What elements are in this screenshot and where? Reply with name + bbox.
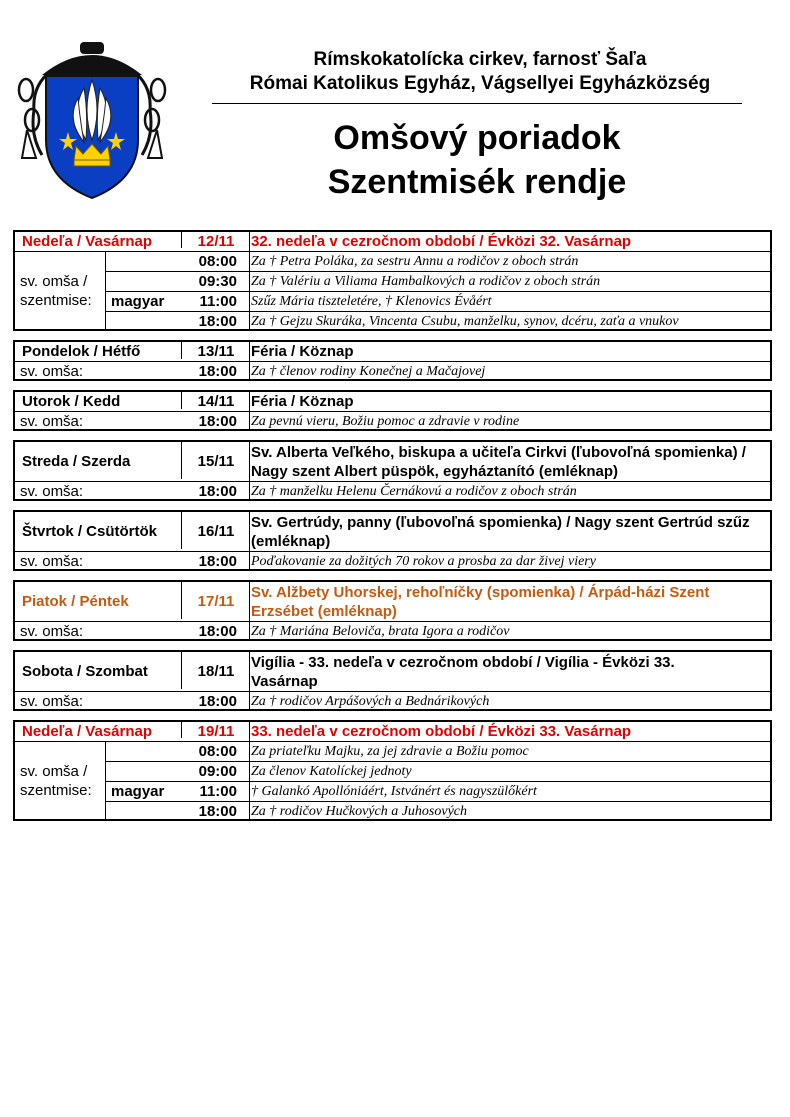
day-date: 12/11 [197,233,235,250]
day-date: 19/11 [197,723,235,740]
mass-time: 09:30 [198,273,237,290]
row-divider [105,291,770,292]
mass-time: 18:00 [198,693,237,710]
column-divider [249,722,250,819]
column-divider [249,392,250,429]
day-name: Streda / Szerda [22,453,131,470]
day-name: Sobota / Szombat [22,663,148,680]
feast-name: Vigília - 33. nedeľa v cezročnom období / Vigília - Évközi 33. Vasárnap [251,654,675,690]
column-divider [181,512,182,549]
mass-time: 08:00 [198,743,237,760]
column-divider [181,582,182,619]
mass-intention: Za † Valériu a Viliama Hambalkových a rodičov z oboch strán [251,274,601,289]
mass-time: 18:00 [198,623,237,640]
mass-time: 09:00 [198,763,237,780]
parish-name-sk: Rímskokatolícka cirkev, farnosť Šaľa [313,49,647,70]
row-divider [15,411,770,412]
mass-label: sv. omša: [20,693,84,710]
day-name: Pondelok / Hétfő [22,343,141,360]
feast-name: 32. nedeľa v cezročnom období / Évközi 32. Vasárnap [251,233,632,250]
parish-name-hu: Római Katolikus Egyház, Vágsellyei Egyházközség [249,73,711,94]
column-divider [181,392,182,409]
row-divider [15,481,770,482]
day-name: Nedeľa / Vasárnap [22,233,153,250]
column-divider [105,741,106,819]
feast-name: Féria / Köznap [251,393,354,410]
column-divider [105,251,106,329]
feast-name: Sv. Gertrúdy, panny (ľubovoľná spomienka) / Nagy szent Gertrúd szűz (emléknap) [251,514,750,550]
row-divider [15,251,770,252]
row-divider [105,761,770,762]
column-divider [181,722,182,738]
mass-intention: Za † Gejzu Skuráka, Vincenta Csubu, manželku, synov, dcéru, zaťa a vnukov [251,314,679,329]
feast-name: Féria / Köznap [251,343,354,360]
day-name: Piatok / Péntek [22,593,129,610]
mass-intention: Za † manželku Helenu Černákovú a rodičov z oboch strán [251,484,577,499]
row-divider [15,551,770,552]
mass-intention: Za pevnú vieru, Božiu pomoc a zdravie v rodine [251,414,520,429]
mass-time: 18:00 [198,483,237,500]
day-name: Nedeľa / Vasárnap [22,723,153,740]
mass-intention: Za † členov rodiny Konečnej a Mačajovej [251,364,486,379]
mass-label: sv. omša: [20,553,84,570]
column-divider [249,652,250,709]
mass-time: 18:00 [198,803,237,820]
mass-intention: † Galankó Apollóniáért, Istvánért és nagyszülőkért [251,784,537,799]
title-hu: Szentmisék rendje [327,163,627,201]
day-date: 13/11 [197,343,235,360]
row-divider [15,621,770,622]
mass-intention: Za priateľku Majku, za jej zdravie a Božiu pomoc [251,744,529,759]
mass-intention: Za † Petra Poláka, za sestru Annu a rodičov z oboch strán [251,254,579,269]
column-divider [249,342,250,379]
feast-name: 33. nedeľa v cezročnom období / Évközi 33. Vasárnap [251,723,632,740]
day-date: 18/11 [197,663,235,680]
mass-intention: Szűz Mária tiszteletére, † Klenovics Évåért [251,294,492,309]
mass-label: sv. omša: [20,623,84,640]
day-block-wednesday [13,440,772,501]
column-divider [181,652,182,689]
day-date: 14/11 [197,393,235,410]
day-name: Štvrtok / Csütörtök [22,523,158,540]
mass-intention: Poďakovanie za dožitých 70 rokov a prosba za dar živej viery [251,554,596,569]
day-block-tuesday [13,390,772,431]
day-date: 15/11 [197,453,235,470]
row-divider [105,801,770,802]
day-block-saturday [13,650,772,711]
mass-time: 08:00 [198,253,237,270]
mass-intention: Za členov Katolíckej jednoty [251,764,412,779]
column-divider [181,232,182,248]
mass-label: sv. omša: [20,363,84,380]
day-date: 16/11 [197,523,235,540]
row-divider [105,311,770,312]
day-name: Utorok / Kedd [22,393,121,410]
column-divider [249,232,250,329]
feast-name: Sv. Alžbety Uhorskej, rehoľníčky (spomienka) / Árpád-házi Szent Erzsébet (emléknap) [251,584,710,620]
mass-time: 18:00 [198,363,237,380]
feast-name: Sv. Alberta Veľkého, biskupa a učiteľa Cirkvi (ľubovoľná spomienka) / Nagy szent Albert püspök, egyháztanító (emléknap) [251,444,746,480]
row-divider [15,691,770,692]
mass-time: 18:00 [198,553,237,570]
mass-intention: Za † rodičov Hučkových a Juhosových [251,804,468,819]
row-divider [105,271,770,272]
mass-time: 18:00 [198,313,237,330]
day-block-sunday-19-11 [13,720,772,821]
column-divider [181,442,182,479]
mass-intention: Za † rodičov Arpášových a Bednárikových [251,694,490,709]
mass-label: sv. omša / szentmise: [20,273,92,309]
day-block-sunday-12-11 [13,230,772,331]
day-block-thursday [13,510,772,571]
column-divider [249,512,250,569]
row-divider [105,781,770,782]
mass-label: sv. omša: [20,483,84,500]
day-block-friday [13,580,772,641]
title-sk: Omšový poriadok [333,119,621,157]
day-date: 17/11 [197,593,235,610]
column-divider [249,582,250,639]
language-label: magyar [111,293,165,310]
mass-label: sv. omša / szentmise: [20,763,92,799]
column-divider [181,342,182,359]
row-divider [15,361,770,362]
mass-time: 11:00 [199,293,237,310]
language-label: magyar [111,783,165,800]
mass-label: sv. omša: [20,413,84,430]
parish-coat-of-arms [12,40,172,200]
mass-intention: Za † Mariána Beloviča, brata Igora a rodičov [251,624,510,639]
mass-time: 11:00 [199,783,237,800]
row-divider [15,741,770,742]
column-divider [249,442,250,499]
header-divider [212,103,742,104]
day-block-monday [13,340,772,381]
mass-time: 18:00 [198,413,237,430]
